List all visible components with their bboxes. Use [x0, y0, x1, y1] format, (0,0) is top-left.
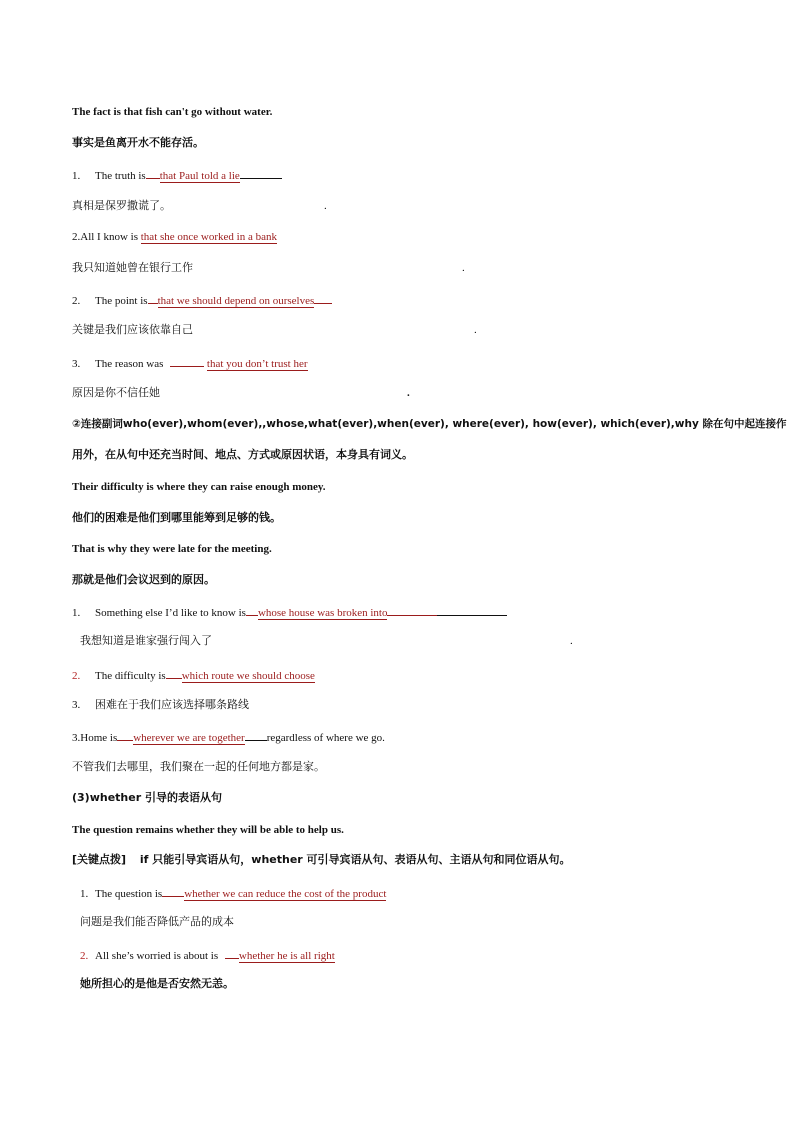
item-prefix: Home is: [80, 732, 118, 744]
answer-text: that Paul told a lie: [159, 170, 240, 182]
example-sentence-cn: 他们的困难是他们到哪里能筹到足够的钱。: [72, 511, 281, 524]
blank-line: [314, 292, 332, 304]
trailing-dot: .: [324, 200, 327, 212]
answer-text: wherever we are together: [133, 732, 245, 744]
blank-line: [437, 604, 507, 616]
answer-text: that you don’t trust her: [206, 358, 308, 370]
blank-line: [245, 729, 267, 741]
example-sentence-en: The question remains whether they will be able to help us.: [72, 824, 344, 836]
translation: 原因是你不信任她: [72, 386, 160, 399]
example-sentence-cn: 事实是鱼离开水不能存活。: [72, 136, 204, 149]
answer-text: that we should depend on ourselves: [157, 295, 315, 307]
exercise-item: [72, 230, 277, 244]
item-number: 2.: [80, 950, 89, 962]
trailing-dot: .: [462, 262, 465, 274]
section-heading: (3)whether 引导的表语从句: [72, 791, 222, 804]
blank-line: [166, 667, 182, 679]
item-prefix: All I know is: [80, 231, 138, 243]
translation: 不管我们去哪里，我们聚在一起的任何地方都是家。: [72, 760, 325, 773]
item-number: 3.: [72, 699, 81, 711]
exercise-item: [72, 167, 282, 183]
tip-text: if 只能引导宾语从句，whether 可引导宾语从句、表语从句、主语从句和同位语从句。: [139, 853, 571, 866]
item-suffix: regardless of where we go.: [266, 732, 385, 744]
item-prefix: The reason was: [95, 358, 164, 370]
translation: 我只知道她曾在银行工作: [72, 261, 193, 274]
translation: 关键是我们应该依靠自己: [72, 323, 193, 336]
key-tip: [72, 853, 571, 867]
item-number: 2.: [72, 670, 81, 682]
exercise-item: [72, 292, 332, 308]
rule-text-line2: 用外，在从句中还充当时间、地点、方式或原因状语，本身具有词义。: [72, 448, 413, 461]
item-number: 3.: [72, 732, 81, 744]
trailing-dot: .: [474, 324, 477, 336]
blank-line: [240, 167, 282, 179]
rule-text-line1: ②连接副词who(ever),whom(ever),,whose,what(ever),when(ever), where(ever), how(ever), which(ever),why 除在句中起连接作: [72, 418, 787, 430]
example-sentence-en: That is why they were late for the meeting.: [72, 543, 272, 555]
example-sentence-cn: 那就是他们会议迟到的原因。: [72, 573, 215, 586]
answer-text: whose house was broken into: [257, 607, 388, 619]
answer-text: whether he is all right: [238, 950, 335, 962]
exercise-item: [72, 667, 315, 683]
translation: 真相是保罗撒谎了。: [72, 199, 171, 212]
exercise-item: [72, 355, 308, 371]
blank-line: [162, 885, 184, 897]
trailing-dot: .: [407, 387, 410, 399]
item-number: 3.: [72, 358, 81, 370]
item-prefix: The truth is: [95, 170, 146, 182]
item-prefix: Something else I’d like to know is: [95, 607, 246, 619]
exercise-item: [72, 729, 385, 745]
blank-line: [225, 947, 239, 959]
translation: 问题是我们能否降低产品的成本: [80, 915, 234, 928]
trailing-dot: .: [570, 635, 573, 647]
example-sentence-en: Their difficulty is where they can raise enough money.: [72, 481, 326, 493]
item-prefix: The point is: [95, 295, 148, 307]
item-number: 1.: [72, 170, 81, 182]
blank-line: [148, 292, 158, 304]
blank-line: [246, 604, 258, 616]
exercise-item: [72, 604, 507, 620]
tip-label: [关键点拨]: [72, 853, 127, 866]
item-text: 困难在于我们应该选择哪条路线: [95, 698, 249, 711]
exercise-item: [72, 698, 249, 712]
answer-text: that she once worked in a bank: [140, 231, 277, 243]
answer-text: whether we can reduce the cost of the product: [184, 888, 387, 900]
item-prefix: The question is: [95, 888, 163, 900]
item-prefix: The difficulty is: [95, 670, 166, 682]
blank-line: [387, 604, 437, 616]
item-number: 2.: [72, 295, 81, 307]
item-number: 1.: [72, 607, 81, 619]
blank-line: [146, 167, 160, 179]
translation: 我想知道是谁家强行闯入了: [80, 634, 212, 647]
blank-line: [117, 729, 133, 741]
item-number: 2.: [72, 231, 81, 243]
answer-text: which route we should choose: [181, 670, 315, 682]
translation: 她所担心的是他是否安然无恙。: [80, 977, 234, 990]
item-number: 1.: [80, 888, 89, 900]
blank-line: [170, 355, 204, 367]
exercise-item: [80, 947, 335, 963]
example-sentence-en: The fact is that fish can't go without water.: [72, 106, 273, 118]
exercise-item: [80, 885, 386, 901]
item-prefix: All she’s worried is about is: [95, 950, 219, 962]
